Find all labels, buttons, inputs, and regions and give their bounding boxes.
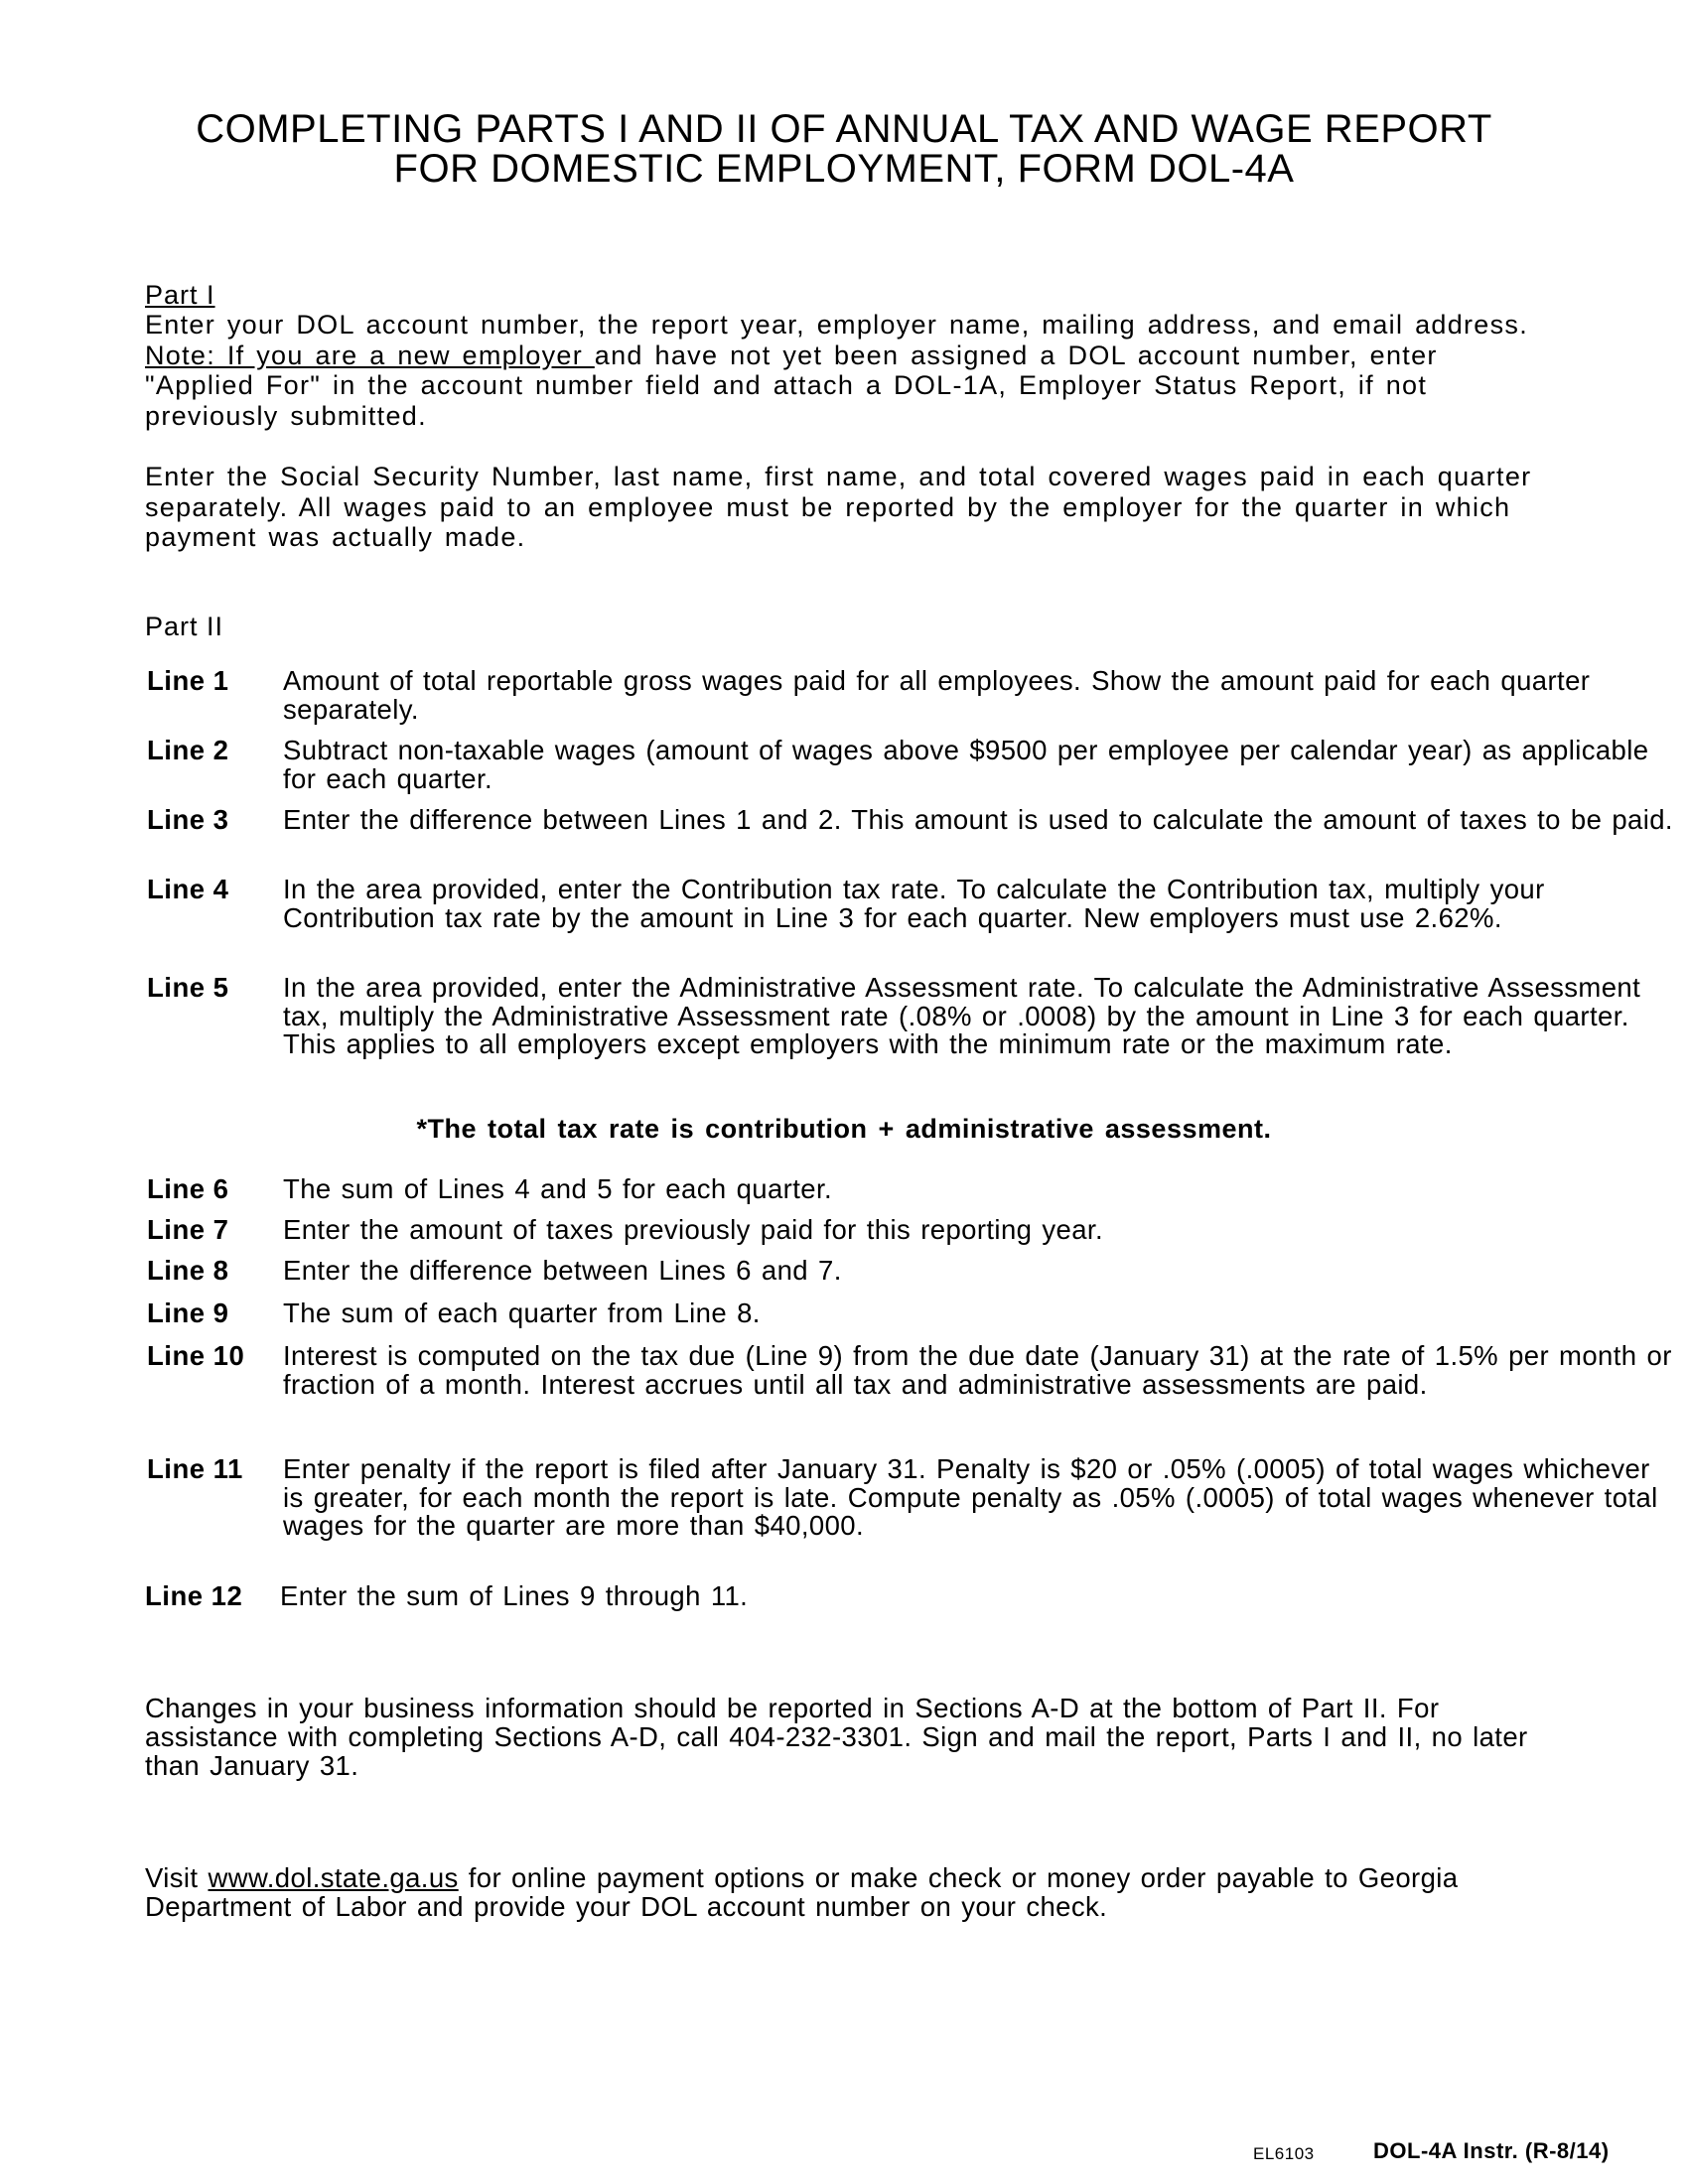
part1-heading: Part I xyxy=(145,280,215,310)
total-rate-note: *The total tax rate is contribution + administrative assessment. xyxy=(416,1114,1272,1144)
line-text: The sum of each quarter from Line 8. xyxy=(283,1297,761,1328)
line-text: Enter penalty if the report is filed after January 31. Penalty is $20 or .05% (.0005) of total wages whichever is greater, for each month the report is late. Compute penalty as .05% (.0005) of total wages whenever total wages for the quarter are more than $40,000. xyxy=(283,1453,1658,1541)
line-text: Enter the difference between Lines 1 and 2. This amount is used to calculate the amount of taxes to be paid. xyxy=(283,804,1673,835)
business-changes-paragraph: Changes in your business information should be reported in Sections A-D at the bottom of Part II. For assistance with completing Sections A-D, call 404-232-3301. Sign and mail the report, Parts I and II, no later than January 31. xyxy=(145,1693,1528,1781)
line-text: Amount of total reportable gross wages paid for all employees. Show the amount paid for each quarter separately. xyxy=(283,665,1591,725)
line-label: Line 3 xyxy=(147,804,229,835)
part1-paragraph-1 xyxy=(145,310,1555,431)
line-text: In the area provided, enter the Administrative Assessment rate. To calculate the Administrative Assessment tax, multiply the Administrative Assessment rate (.08% or .0008) by the amount in Line 3 for each quarter. This applies to all employers except employers with the minimum rate or the maximum rate. xyxy=(283,972,1641,1059)
footer-code: EL6103 xyxy=(1253,2144,1315,2163)
title-line-1: COMPLETING PARTS I AND II OF ANNUAL TAX AND WAGE REPORT xyxy=(196,107,1492,151)
footer-form-id: DOL-4A Instr. (R-8/14) xyxy=(1373,2138,1610,2163)
line-label: Line 2 xyxy=(147,735,229,765)
title-line-2: FOR DOMESTIC EMPLOYMENT, FORM DOL-4A xyxy=(393,147,1295,191)
line-text: Interest is computed on the tax due (Line 9) from the due date (January 31) at the rate of 1.5% per month or fraction of a month. Interest accrues until all tax and administrative assessments are paid. xyxy=(283,1340,1672,1400)
part2-heading: Part II xyxy=(145,612,224,641)
dol-website-link[interactable]: www.dol.state.ga.us xyxy=(208,1862,459,1893)
visit-prefix: Visit xyxy=(145,1862,209,1893)
part1-paragraph-2: Enter the Social Security Number, last name, first name, and total covered wages paid in each quarter separately. All wages paid to an employee must be reported by the employer for the quarter in which payment was actually made. xyxy=(145,462,1532,552)
line-label: Line 5 xyxy=(147,972,229,1003)
document-title xyxy=(0,109,1688,189)
part1-para1-end: and have not yet been assigned a DOL account number, enter "Applied For" in the account number field and attach a DOL-1A, Employer Status Report, if not previously submitted. xyxy=(145,340,1438,431)
visit-paragraph xyxy=(145,1863,1575,1921)
line-label: Line 1 xyxy=(147,665,229,696)
line-text: Subtract non-taxable wages (amount of wages above $9500 per employee per calendar year) as applicable for each quarter. xyxy=(283,735,1649,794)
line-label: Line 9 xyxy=(147,1297,229,1328)
line-text: Enter the amount of taxes previously paid for this reporting year. xyxy=(283,1214,1103,1245)
line-label: Line 6 xyxy=(147,1173,229,1204)
line-label: Line 4 xyxy=(147,874,229,904)
part1-para1-start: Enter your DOL account number, the report year, employer name, mailing address, and email address. xyxy=(145,310,1529,340)
line-label: Line 11 xyxy=(147,1453,243,1484)
line-label: Line 8 xyxy=(147,1255,229,1286)
line-text: Enter the sum of Lines 9 through 11. xyxy=(280,1580,749,1611)
line-text: The sum of Lines 4 and 5 for each quarter. xyxy=(283,1173,833,1204)
line-label: Line 10 xyxy=(147,1340,245,1371)
line-text: Enter the difference between Lines 6 and 7. xyxy=(283,1255,842,1286)
visit-suffix: for online payment options or make check or money order payable to Georgia Department of Labor and provide your DOL account number on your check. xyxy=(145,1862,1459,1922)
line-label: Line 7 xyxy=(147,1214,229,1245)
new-employer-note: Note: If you are a new employer xyxy=(145,340,595,370)
line-text: In the area provided, enter the Contribution tax rate. To calculate the Contribution tax, multiply your Contribution tax rate by the amount in Line 3 for each quarter. New employers must use 2.62%. xyxy=(283,874,1545,933)
line-label: Line 12 xyxy=(145,1580,243,1611)
